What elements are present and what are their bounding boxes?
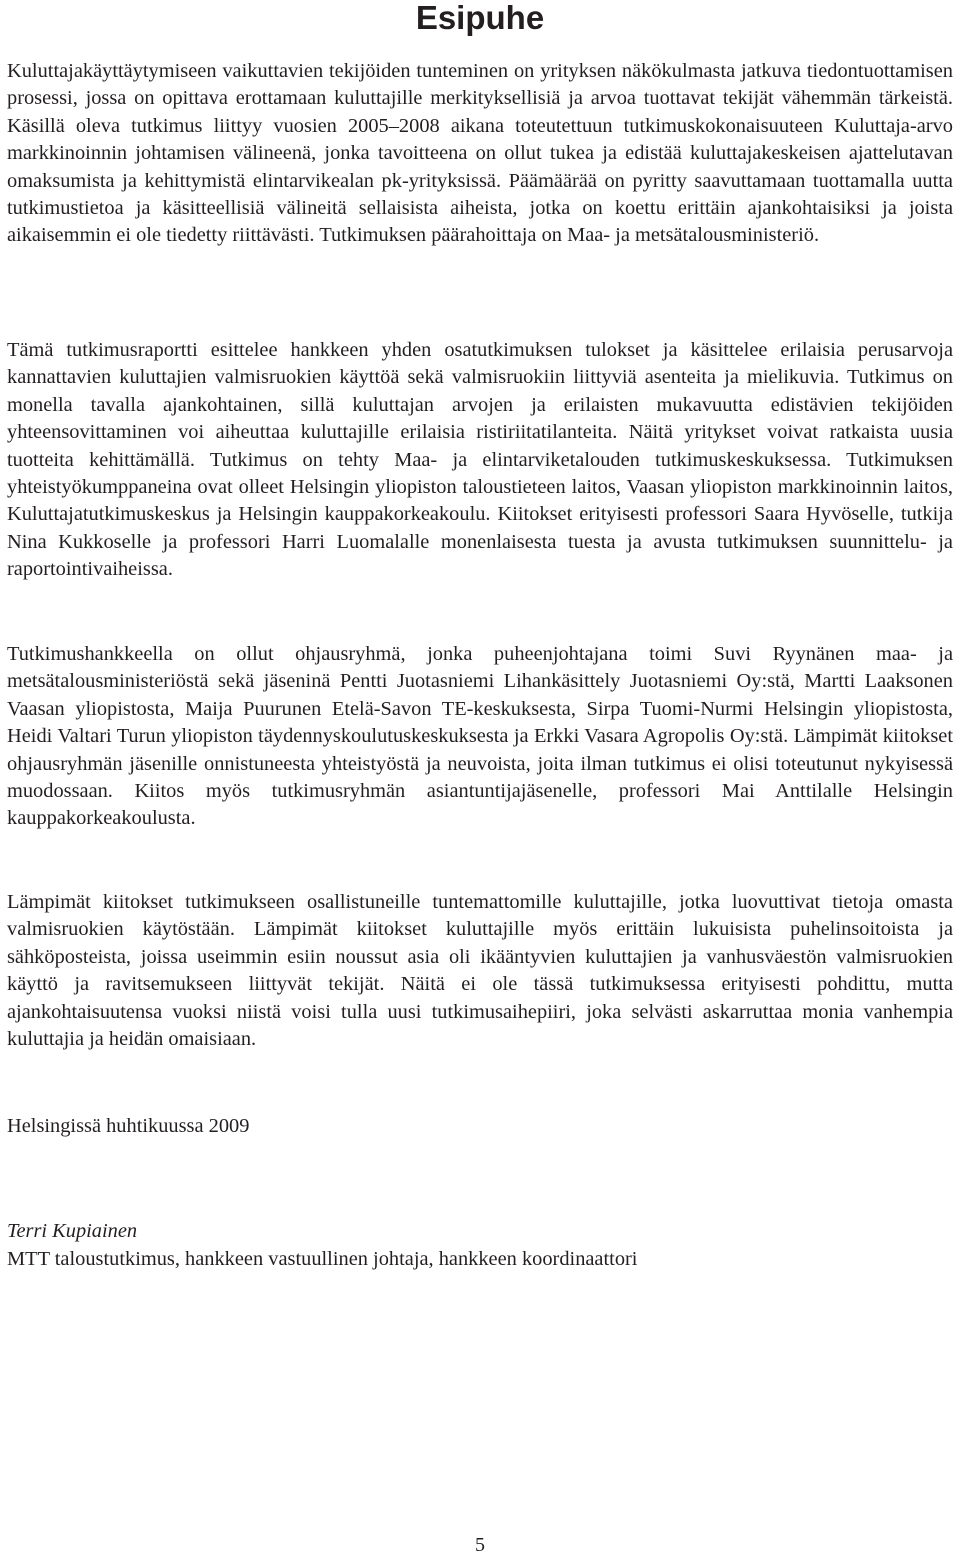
paragraph-report: Tämä tutkimusraportti esittelee hankkeen yhden osatutkimuksen tulokset ja käsittelee erilaisia perusarvoja kannattavien kuluttajien valmisruokien käyttöä sekä valmisruokiin liittyviä asenteita ja mielikuvia. Tutkimus on monella tavalla ajankohtainen, sillä kuluttajan arvojen ja erilaisten mukavuutta edistävien tekijöiden yhteensovittaminen voi aiheuttaa kuluttajille erilaisia ristiriitatilanteita. Näitä yritykset voivat ratkaista uusia tuotteita kehittämällä. Tutkimus on tehty Maa- ja elintarviketalouden tutkimuskeskuksessa. Tutkimuksen yhteistyökumppaneina ovat olleet Helsingin yliopiston taloustieteen laitos, Vaasan yliopiston markkinoinnin laitos, Kuluttajatutkimuskeskus ja Helsingin kauppakorkeakoulu. Kiitokset erityisesti professori Saara Hyvöselle, tutkija Nina Kukkoselle ja professori Harri Luomalalle monenlaisesta tuesta ja avusta tutkimuksen suunnittelu- ja raportointivaiheissa. [7,339,953,581]
paragraph-consumer-thanks: Lämpimät kiitokset tutkimukseen osallistuneille tuntemattomille kuluttajille, jotka luovuttivat tietoja omasta valmisruokien käytöstään. Lämpimät kiitokset kuluttajille myös erittäin lukuisista puhelinsoitoista ja sähköposteista, joissa useimmin esiin noussut asia oli ikääntyvien kuluttajien ja vanhusväestön valmisruokien käyttö ja ravitsemukseen liittyvät tekijät. Näitä ei ole tässä tutkimuksessa erityisesti pohdittu, mutta ajankohtaisuutensa vuoksi niistä voisi tulla uusi tutkimusaihepiiri, joka selvästi askarruttaa monia vanhempia kuluttajia ja heidän omaisiaan. [7,891,953,1051]
page-number: 5 [475,1534,485,1556]
signer-role: MTT taloustutkimus, hankkeen vastuullinen johtaja, hankkeen koordinaattori [7,1248,638,1270]
paragraph-intro: Kuluttajakäyttäytymiseen vaikuttavien tekijöiden tunteminen on yrityksen näkökulmasta jatkuva tiedontuottamisen prosessi, jossa on opittava erottamaan kuluttajille merkityksellisiä ja arvoa tuottavat tekijät vähemmän tärkeistä. Käsillä oleva tutkimus liittyy vuosien 2005–2008 aikana toteutettuun tutkimuskokonaisuuteen Kuluttaja-arvo markkinoinnin johtamisen välineenä, jonka tavoitteena on ollut tukea ja edistää kuluttajakeskeisen ajattelutavan omaksumista ja kehittymistä elintarvikealan pk-yrityksissä. Päämäärää on pyritty saavuttamaan tuottamalla uutta tutkimustietoa ja käsitteellisiä välineitä sellaisista aiheista, jotka on koettu erittäin ajankohtaisiksi ja joista aikaisemmin ei ole tiedetty riittävästi. Tutkimuksen päärahoittaja on Maa- ja metsätalousministeriö. [7,60,953,247]
paragraph-steering-group: Tutkimushankkeella on ollut ohjausryhmä, jonka puheenjohtajana toimi Suvi Ryynänen maa- ja metsätalousministeriöstä sekä jäseninä Pentti Juotasniemi Lihankäsittely Juotasniemi Oy:stä, Martti Laaksonen Vaasan yliopistosta, Maija Puurunen Etelä-Savon TE-keskuksesta, Sirpa Tuomi-Nurmi Helsingin yliopistosta, Heidi Valtari Turun yliopiston täydennyskoulutuskeskuksesta ja Erkki Vasara Agropolis Oy:stä. Lämpimät kiitokset ohjausryhmän jäsenille onnistuneesta yhteistyöstä ja neuvoista, joita ilman tutkimus ei olisi toteutunut nykyisessä muodossaan. Kiitos myös tutkimusryhmän asiantuntijajäsenelle, professori Mai Anttilalle Helsingin kauppakorkeakoulusta. [7,643,953,830]
place-and-date: Helsingissä huhtikuussa 2009 [7,1115,250,1137]
signer-name: Terri Kupiainen [7,1220,138,1242]
page-title: Esipuhe [415,0,545,36]
